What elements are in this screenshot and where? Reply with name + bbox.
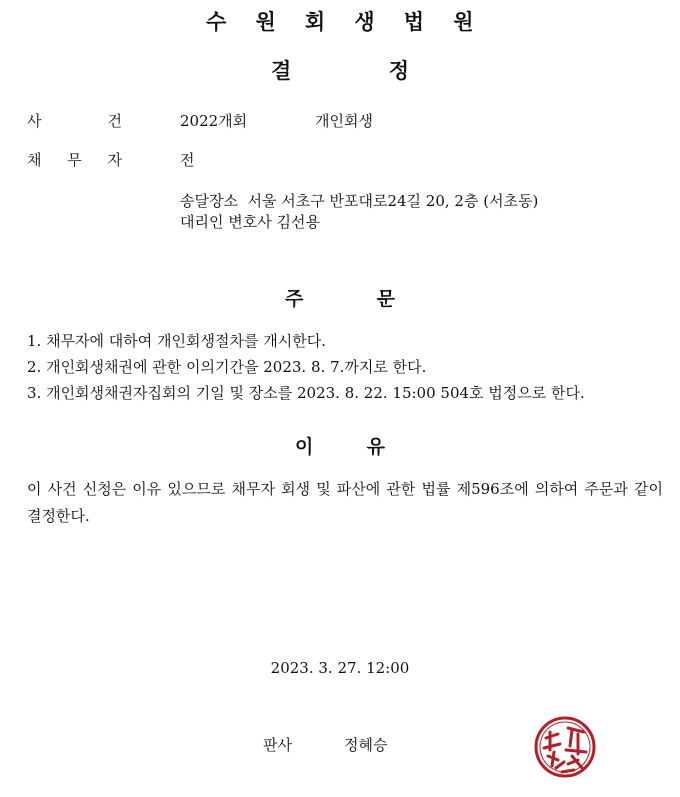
decision-title-char: 정 [388, 59, 409, 83]
court-title [0, 6, 680, 36]
decision-title [0, 55, 680, 85]
debtor-label [27, 149, 122, 170]
debtor-agent: 대리인 변호사 김선용 [180, 213, 320, 231]
order-item: 2. 개인회생채권에 관한 이의기간을 2023. 8. 7.까지로 한다. [27, 358, 427, 376]
decision-date: 2023. 3. 27. 12:00 [270, 659, 410, 677]
case-label-char: 사 [27, 112, 42, 130]
order-item: 1. 채무자에 대하여 개인회생절차를 개시한다. [27, 332, 326, 350]
judge-name: 정혜승 [344, 736, 388, 754]
case-number: 2022개회 [180, 112, 248, 130]
judge-title: 판사 [263, 736, 292, 754]
order-heading-char: 주 [285, 288, 304, 310]
court-title-char: 원 [453, 10, 474, 34]
reason-heading-char: 이 [295, 436, 314, 458]
debtor-name: 전 [180, 151, 195, 169]
court-title-char: 생 [354, 10, 376, 34]
debtor-label-char: 채 [27, 151, 42, 169]
court-title-char: 회 [304, 10, 326, 34]
case-label-char: 건 [107, 112, 122, 130]
order-heading-char: 문 [376, 288, 395, 310]
decision-title-char: 결 [271, 59, 292, 83]
case-type: 개인회생 [315, 112, 373, 130]
court-title-char: 원 [255, 10, 277, 34]
reason-heading [0, 432, 680, 459]
court-title-char: 수 [206, 10, 227, 34]
reason-heading-char: 유 [366, 436, 385, 458]
reason-text: 이 사건 신청은 이유 있으므로 채무자 회생 및 파산에 관한 법률 제596조에 의하여 주문과 같이 결정한다. [27, 480, 663, 525]
debtor-address: 송달장소 서울 서초구 반포대로24길 20, 2층 (서초동) [180, 192, 539, 210]
case-label [27, 110, 122, 131]
debtor-label-char: 자 [107, 151, 122, 169]
order-heading [0, 284, 680, 311]
debtor-label-char: 무 [67, 151, 82, 169]
court-title-char: 법 [403, 10, 425, 34]
order-item: 3. 개인회생채권자집회의 기일 및 장소를 2023. 8. 22. 15:00 504호 법정으로 한다. [27, 384, 585, 402]
court-seal-icon [528, 710, 602, 784]
